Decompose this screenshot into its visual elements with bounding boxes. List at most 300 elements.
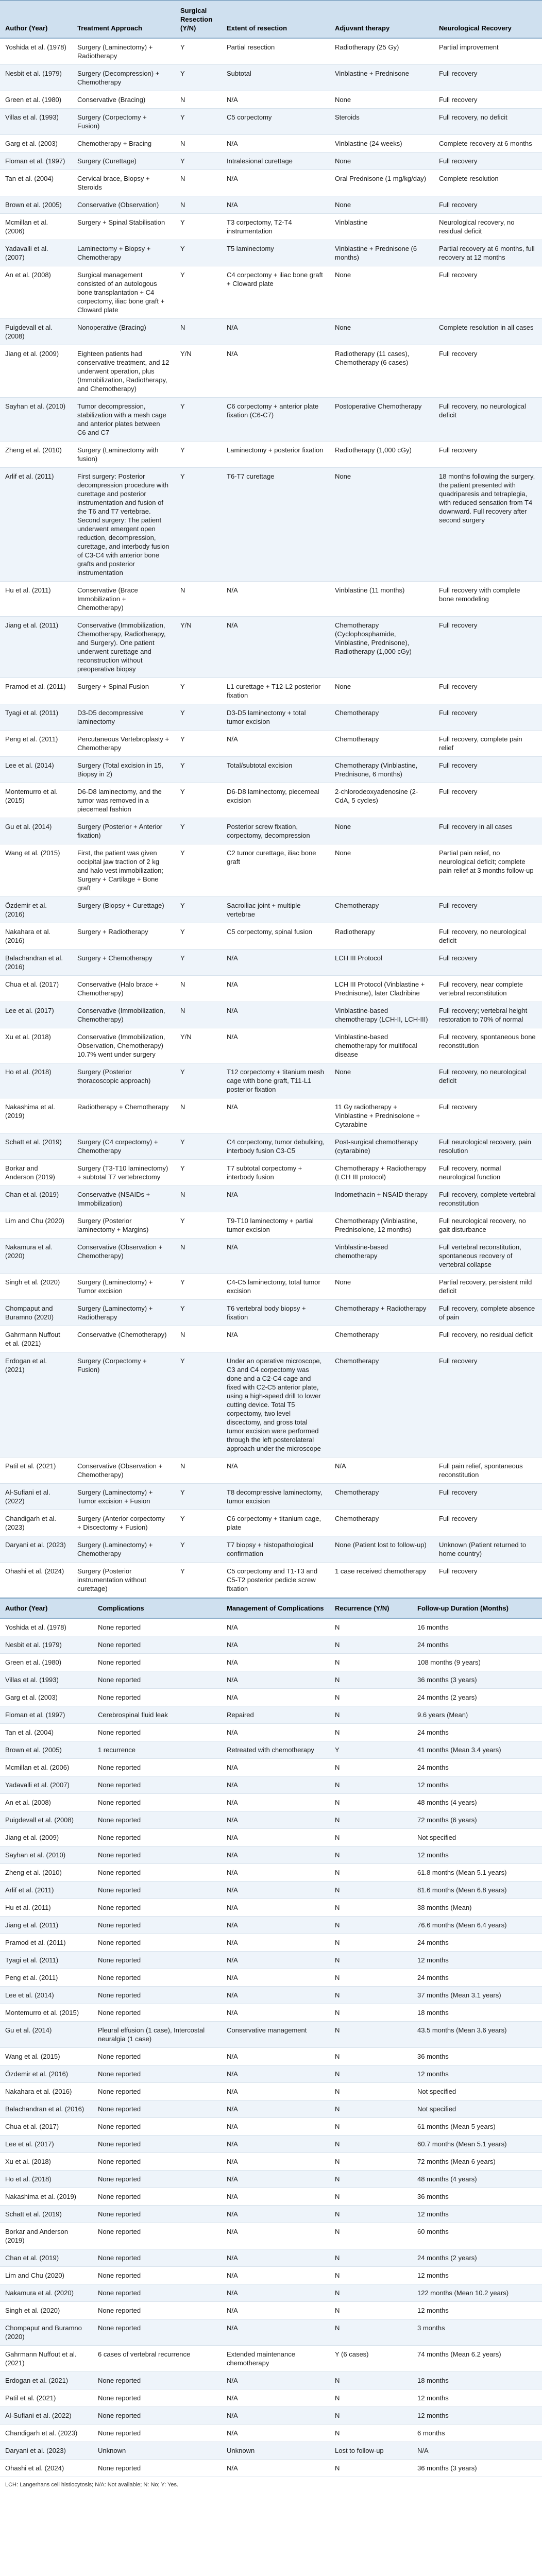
table-cell: C5 corpectomy and T1-T3 and C5-T2 posterior pedicle screw fixation	[222, 1563, 330, 1598]
table-cell: Xu et al. (2018)	[0, 2153, 93, 2171]
table-row	[0, 1028, 542, 1063]
table-cell: Surgery + Chemotherapy	[72, 950, 175, 976]
table-cell: None reported	[93, 1882, 222, 1899]
table-cell: Conservative (Bracing)	[72, 91, 175, 109]
table-cell: 41 months (Mean 3.4 years)	[412, 1741, 542, 1759]
table-cell: N	[330, 2065, 412, 2083]
table-row	[0, 2206, 542, 2223]
table-cell: Tan et al. (2004)	[0, 1724, 93, 1741]
table-cell: N/A	[222, 2048, 330, 2065]
table-cell: None	[330, 678, 434, 704]
table-row	[0, 1917, 542, 1934]
table-cell: N/A	[222, 2206, 330, 2223]
table-cell: Zheng et al. (2010)	[0, 442, 72, 468]
table-cell: T6 vertebral body biopsy + fixation	[222, 1300, 330, 1326]
table-cell: Neurological recovery, no residual deficit	[434, 214, 542, 240]
table-cell: Vinblastine + Prednisone	[330, 65, 434, 91]
table-cell: N/A	[222, 2249, 330, 2267]
table-cell: Full recovery	[434, 704, 542, 731]
table-cell: None (Patient lost to follow-up)	[330, 1536, 434, 1563]
table-cell: D6-D8 laminectomy, piecemeal excision	[222, 783, 330, 818]
table-cell: 11 Gy radiotherapy + Vinblastine + Prednisolone + Cytarabine	[330, 1098, 434, 1133]
table-cell: Lim and Chu (2020)	[0, 1212, 72, 1239]
table-cell: LCH III Protocol (Vinblastine + Prednisone), later Cladribine	[330, 976, 434, 1002]
table-cell: None reported	[93, 1618, 222, 1636]
table-cell: Laminectomy + posterior fixation	[222, 442, 330, 468]
table-cell: First, the patient was given occipital jaw traction of 2 kg and halo vest immobilization; Surgery + Cartilage + Bone graft	[72, 844, 175, 897]
table-row	[0, 1536, 542, 1563]
table-cell: Nakashima et al. (2019)	[0, 2188, 93, 2206]
table-row	[0, 2372, 542, 2389]
table-cell: Full recovery, no neurological deficit	[434, 398, 542, 442]
table-cell: N/A	[222, 1654, 330, 1671]
table-cell: N/A	[222, 2284, 330, 2302]
table-cell: None reported	[93, 2389, 222, 2407]
table-cell: An et al. (2008)	[0, 266, 72, 319]
table-row	[0, 1098, 542, 1133]
table-row	[0, 2249, 542, 2267]
table-cell: Conservative (Chemotherapy)	[72, 1326, 175, 1352]
table-row	[0, 2425, 542, 2442]
table-cell: Y	[175, 1160, 222, 1186]
table-cell: Y	[175, 1212, 222, 1239]
table-cell: Mcmillan et al. (2006)	[0, 214, 72, 240]
table-cell: Y/N	[175, 617, 222, 678]
table-row	[0, 818, 542, 844]
table-cell: N	[175, 170, 222, 196]
table-row	[0, 976, 542, 1002]
table-cell: 36 months	[412, 2048, 542, 2065]
table-cell: C2 tumor curettage, iliac bone graft	[222, 844, 330, 897]
table-row	[0, 2302, 542, 2319]
table-row	[0, 1671, 542, 1689]
table-cell: Patil et al. (2021)	[0, 2389, 93, 2407]
table-cell: N	[175, 319, 222, 345]
table-cell: N	[330, 1811, 412, 1829]
table-cell: N	[330, 1618, 412, 1636]
table-cell: Full recovery, near complete vertebral reconstitution	[434, 976, 542, 1002]
outcomes-table	[0, 1598, 542, 2477]
table-row	[0, 2284, 542, 2302]
table-cell: T7 subtotal corpectomy + interbody fusion	[222, 1160, 330, 1186]
table-cell: Chompaput and Buramno (2020)	[0, 2319, 93, 2346]
table-cell: Singh et al. (2020)	[0, 1274, 72, 1300]
table-cell: Surgery (Posterior instrumentation without curettage)	[72, 1563, 175, 1598]
table-row	[0, 1741, 542, 1759]
table-row	[0, 2319, 542, 2346]
table-cell: Radiotherapy + Chemotherapy	[72, 1098, 175, 1133]
table-cell: N/A	[222, 2302, 330, 2319]
table-cell: Y/N	[175, 345, 222, 398]
table-cell: Full recovery	[434, 152, 542, 170]
table-cell: T9-T10 laminectomy + partial tumor excision	[222, 1212, 330, 1239]
table-cell: Özdemir et al. (2016)	[0, 2065, 93, 2083]
table-row	[0, 678, 542, 704]
table-cell: Surgery (Laminectomy) + Tumor excision + Fusion	[72, 1484, 175, 1510]
table-cell: 72 months (6 years)	[412, 1811, 542, 1829]
table-cell: None reported	[93, 1794, 222, 1811]
table-row	[0, 1458, 542, 1484]
table-cell: None reported	[93, 1724, 222, 1741]
table-cell: None reported	[93, 1952, 222, 1969]
table-row	[0, 1510, 542, 1536]
table-cell: N	[330, 2022, 412, 2048]
table-cell: Surgery (Posterior thoracoscopic approach)	[72, 1063, 175, 1098]
table-cell: LCH III Protocol	[330, 950, 434, 976]
table-cell: Tan et al. (2004)	[0, 170, 72, 196]
table-cell: None reported	[93, 2083, 222, 2100]
table-cell: Schatt et al. (2019)	[0, 2206, 93, 2223]
table-cell: Pleural effusion (1 case), Intercostal neuralgia (1 case)	[93, 2022, 222, 2048]
table-cell: Brown et al. (2005)	[0, 1741, 93, 1759]
table-cell: Y	[175, 731, 222, 757]
table-cell: N	[330, 1689, 412, 1706]
column-header: Recurrence (Y/N)	[330, 1598, 412, 1618]
table-cell: N/A	[222, 582, 330, 617]
table-cell: Conservative (NSAIDs + Immobilization)	[72, 1186, 175, 1212]
table-footnote: LCH: Langerhans cell histiocytosis; N/A: Not available; N: No; Y: Yes.	[5, 2482, 179, 2488]
table-cell: N	[330, 1776, 412, 1794]
table-cell: Al-Sufiani et al. (2022)	[0, 1484, 72, 1510]
table-cell: 1 recurrence	[93, 1741, 222, 1759]
table-cell: None reported	[93, 1811, 222, 1829]
table-cell: N	[330, 1969, 412, 1987]
table-row	[0, 1239, 542, 1274]
table-cell: N/A	[222, 1326, 330, 1352]
table-cell: Full recovery	[434, 91, 542, 109]
table-cell: N/A	[222, 1002, 330, 1028]
table-cell: 36 months (3 years)	[412, 2460, 542, 2477]
table-cell: Y	[175, 704, 222, 731]
table-cell: Conservative (Immobilization, Chemotherapy, Radiotherapy, and Surgery). One patient underwent curettage and reconstruction without preoperative biopsy	[72, 617, 175, 678]
table-row	[0, 442, 542, 468]
table-cell: T8 decompressive laminectomy, tumor excision	[222, 1484, 330, 1510]
table-cell: 24 months (2 years)	[412, 1689, 542, 1706]
table-cell: T12 corpectomy + titanium mesh cage with bone graft, T11-L1 posterior fixation	[222, 1063, 330, 1098]
table-cell: N	[330, 1917, 412, 1934]
table-cell: None reported	[93, 2188, 222, 2206]
table-cell: Vinblastine-based chemotherapy for multifocal disease	[330, 1028, 434, 1063]
table-cell: N	[330, 2407, 412, 2425]
table-cell: An et al. (2008)	[0, 1794, 93, 1811]
table-cell: Surgery (C4 corpectomy) + Chemotherapy	[72, 1133, 175, 1160]
table-cell: Montemurro et al. (2015)	[0, 783, 72, 818]
table-cell: Daryani et al. (2023)	[0, 2442, 93, 2460]
table-cell: N	[330, 2153, 412, 2171]
table-cell: None reported	[93, 2302, 222, 2319]
table-cell: N/A	[222, 1239, 330, 1274]
table-cell: Pramod et al. (2011)	[0, 1934, 93, 1952]
table-cell: None reported	[93, 2407, 222, 2425]
table-cell: 12 months	[412, 2407, 542, 2425]
table-cell: Montemurro et al. (2015)	[0, 2004, 93, 2022]
table-cell: 9.6 years (Mean)	[412, 1706, 542, 1724]
table-cell: Tumor decompression, stabilization with a mesh cage and anterior plates between C6 and C7	[72, 398, 175, 442]
table-cell: Full neurological recovery, pain resolution	[434, 1133, 542, 1160]
table-row	[0, 1987, 542, 2004]
table-cell: 18 months	[412, 2372, 542, 2389]
table-cell: Oral Prednisone (1 mg/kg/day)	[330, 170, 434, 196]
table-row	[0, 1689, 542, 1706]
table-cell: Repaired	[222, 1706, 330, 1724]
table-cell: Indomethacin + NSAID therapy	[330, 1186, 434, 1212]
table-cell: Nakahara et al. (2016)	[0, 2083, 93, 2100]
table-cell: N/A	[222, 2407, 330, 2425]
table-cell: None reported	[93, 1829, 222, 1846]
table-cell: N/A	[222, 2267, 330, 2284]
table-row	[0, 135, 542, 152]
table-cell: Surgery (Posterior + Anterior fixation)	[72, 818, 175, 844]
table-cell: Gahrmann Nuffout et al. (2021)	[0, 1326, 72, 1352]
table-cell: Postoperative Chemotherapy	[330, 398, 434, 442]
table-cell: None	[330, 818, 434, 844]
table-row	[0, 1811, 542, 1829]
table-cell: N/A	[222, 1671, 330, 1689]
table-cell: Surgery (Total excision in 15, Biopsy in 2)	[72, 757, 175, 783]
table-row	[0, 1706, 542, 1724]
table-row	[0, 1899, 542, 1917]
table-cell: Full recovery, no neurological deficit	[434, 1063, 542, 1098]
table-cell: N/A	[222, 1636, 330, 1654]
table-cell: N	[330, 2389, 412, 2407]
table-row	[0, 1063, 542, 1098]
table-cell: N	[330, 2188, 412, 2206]
table-row	[0, 2083, 542, 2100]
table-cell: 18 months following the surgery, the patient presented with quadriparesis and tetraplegia, with reduced sensation from T4 downward. Full recovery after second surgery	[434, 468, 542, 582]
table-cell: Sacroiliac joint + multiple vertebrae	[222, 897, 330, 923]
table-row	[0, 783, 542, 818]
table-cell: None reported	[93, 2425, 222, 2442]
table-cell: Gahrmann Nuffout et al. (2021)	[0, 2346, 93, 2372]
table-cell: Wang et al. (2015)	[0, 844, 72, 897]
table-cell: Surgery + Spinal Stabilisation	[72, 214, 175, 240]
table-cell: 76.6 months (Mean 6.4 years)	[412, 1917, 542, 1934]
table-cell: N	[330, 2136, 412, 2153]
table-cell: N/A	[222, 2136, 330, 2153]
table-cell: Full recovery, no residual deficit	[434, 1326, 542, 1352]
table-cell: Full recovery	[434, 345, 542, 398]
table-cell: None reported	[93, 2048, 222, 2065]
table-row	[0, 2153, 542, 2171]
table-row	[0, 1133, 542, 1160]
table-cell: Lee et al. (2014)	[0, 757, 72, 783]
table-cell: None reported	[93, 2267, 222, 2284]
table-cell: N	[330, 1899, 412, 1917]
treatment-table-body	[0, 38, 542, 1598]
table-cell: Conservative (Brace Immobilization + Chemotherapy)	[72, 582, 175, 617]
table-cell: Y	[175, 266, 222, 319]
table-cell: N	[330, 1794, 412, 1811]
table-cell: Hu et al. (2011)	[0, 1899, 93, 1917]
table-cell: Ohashi et al. (2024)	[0, 2460, 93, 2477]
table-row	[0, 1300, 542, 1326]
table-cell: Full recovery	[434, 617, 542, 678]
table-cell: Y	[175, 65, 222, 91]
table-cell: Puigdevall et al. (2008)	[0, 319, 72, 345]
table-cell: Full recovery	[434, 1352, 542, 1458]
table-cell: Chemotherapy	[330, 1352, 434, 1458]
table-cell: Yoshida et al. (1978)	[0, 38, 72, 65]
table-cell: Chemotherapy (Vinblastine, Prednisolone, 12 months)	[330, 1212, 434, 1239]
table-cell: Arlif et al. (2011)	[0, 1882, 93, 1899]
table-row	[0, 1186, 542, 1212]
table-cell: Borkar and Anderson (2019)	[0, 1160, 72, 1186]
table-cell: Percutaneous Vertebroplasty + Chemotherapy	[72, 731, 175, 757]
table-row	[0, 2065, 542, 2083]
table-cell: Full recovery	[434, 65, 542, 91]
table-cell: Full recovery	[434, 950, 542, 976]
table-cell: C4 corpectomy + iliac bone graft + Cloward plate	[222, 266, 330, 319]
table-cell: None	[330, 196, 434, 214]
table-cell: Zheng et al. (2010)	[0, 1864, 93, 1882]
table-cell: None reported	[93, 2206, 222, 2223]
table-row	[0, 1352, 542, 1458]
table-cell: Y	[175, 783, 222, 818]
table-cell: 24 months	[412, 1636, 542, 1654]
table-cell: Nesbit et al. (1979)	[0, 1636, 93, 1654]
table-cell: Unknown (Patient returned to home country)	[434, 1536, 542, 1563]
table-cell: Y	[175, 1352, 222, 1458]
table-row	[0, 240, 542, 266]
table-row	[0, 2118, 542, 2136]
table-cell: Chemotherapy (Cyclophosphamide, Vinblastine, Prednisone), Radiotherapy (1,000 cGy)	[330, 617, 434, 678]
table-cell: N/A	[222, 1776, 330, 1794]
table-cell: Extended maintenance chemotherapy	[222, 2346, 330, 2372]
table-cell: Tyagi et al. (2011)	[0, 704, 72, 731]
table-cell: Vinblastine-based chemotherapy (LCH-II, LCH-III)	[330, 1002, 434, 1028]
table-cell: Surgery + Spinal Fusion	[72, 678, 175, 704]
table-cell: Chemotherapy	[330, 1484, 434, 1510]
table-cell: Floman et al. (1997)	[0, 1706, 93, 1724]
table-cell: Y	[175, 240, 222, 266]
table-cell: Not specified	[412, 2100, 542, 2118]
table-cell: N	[330, 2460, 412, 2477]
table-cell: N/A	[222, 170, 330, 196]
table-cell: None reported	[93, 2284, 222, 2302]
table-cell: C5 corpectomy	[222, 109, 330, 135]
table-cell: Full recovery	[434, 442, 542, 468]
table-cell: N	[330, 2223, 412, 2249]
table-cell: None	[330, 1063, 434, 1098]
table-row	[0, 2171, 542, 2188]
table-cell: N/A	[222, 2372, 330, 2389]
table-cell: Conservative (Observation + Chemotherapy)	[72, 1458, 175, 1484]
table-cell: Y	[175, 214, 222, 240]
table-row	[0, 1212, 542, 1239]
table-cell: Y	[175, 1536, 222, 1563]
table-cell: Surgery + Radiotherapy	[72, 923, 175, 950]
table-cell: Y	[175, 923, 222, 950]
table-cell: Y	[175, 1274, 222, 1300]
table-cell: Full vertebral reconstitution, spontaneous recovery of vertebral collapse	[434, 1239, 542, 1274]
table-row	[0, 1484, 542, 1510]
table-cell: 12 months	[412, 2302, 542, 2319]
table-cell: N/A	[222, 2100, 330, 2118]
table-cell: N/A	[222, 2319, 330, 2346]
table-cell: N/A	[222, 1458, 330, 1484]
table-cell: Chan et al. (2019)	[0, 1186, 72, 1212]
table-cell: Tyagi et al. (2011)	[0, 1952, 93, 1969]
table-cell: N	[175, 91, 222, 109]
table-cell: N	[175, 1186, 222, 1212]
table-cell: 36 months	[412, 2188, 542, 2206]
table-row	[0, 1326, 542, 1352]
table-cell: N/A	[222, 135, 330, 152]
table-cell: None	[330, 152, 434, 170]
table-cell: D3-D5 laminectomy + total tumor excision	[222, 704, 330, 731]
table-cell: Daryani et al. (2023)	[0, 1536, 72, 1563]
table-cell: C4-C5 laminectomy, total tumor excision	[222, 1274, 330, 1300]
table-cell: Wang et al. (2015)	[0, 2048, 93, 2065]
table-cell: N/A	[222, 2188, 330, 2206]
table-cell: Full pain relief, spontaneous reconstitution	[434, 1458, 542, 1484]
table-cell: 12 months	[412, 1776, 542, 1794]
table-cell: Özdemir et al. (2016)	[0, 897, 72, 923]
table-cell: N/A	[222, 2004, 330, 2022]
table-cell: Puigdevall et al. (2008)	[0, 1811, 93, 1829]
table-row	[0, 1776, 542, 1794]
table-cell: N/A	[222, 1952, 330, 1969]
table-row	[0, 897, 542, 923]
table-row	[0, 2223, 542, 2249]
table-cell: N/A	[222, 2083, 330, 2100]
table-row	[0, 617, 542, 678]
table-cell: Full recovery	[434, 1484, 542, 1510]
table-cell: Surgery (Anterior corpectomy + Discectomy + Fusion)	[72, 1510, 175, 1536]
table-cell: N/A	[222, 1759, 330, 1776]
table-cell: Nesbit et al. (1979)	[0, 65, 72, 91]
table-cell: Chemotherapy + Radiotherapy (LCH III protocol)	[330, 1160, 434, 1186]
table-cell: Total/subtotal excision	[222, 757, 330, 783]
table-cell: N	[330, 2171, 412, 2188]
table-cell: Conservative (Immobilization, Chemotherapy)	[72, 1002, 175, 1028]
table-cell: None reported	[93, 2223, 222, 2249]
table-cell: C5 corpectomy, spinal fusion	[222, 923, 330, 950]
table-row	[0, 1882, 542, 1899]
table-row	[0, 2346, 542, 2372]
table-cell: Y	[175, 950, 222, 976]
table-row	[0, 1969, 542, 1987]
table-cell: 61 months (Mean 5 years)	[412, 2118, 542, 2136]
table-cell: N	[330, 1671, 412, 1689]
table-cell: 18 months	[412, 2004, 542, 2022]
table-cell: Chemotherapy	[330, 897, 434, 923]
table-cell: Erdogan et al. (2021)	[0, 2372, 93, 2389]
table-cell: N/A	[222, 1689, 330, 1706]
table-cell: N	[330, 2425, 412, 2442]
table-cell: None	[330, 1274, 434, 1300]
column-header: Author (Year)	[0, 1598, 93, 1618]
table-row	[0, 2460, 542, 2477]
table-cell: Full recovery	[434, 757, 542, 783]
table-cell: Full recovery	[434, 1563, 542, 1598]
table-row	[0, 91, 542, 109]
table-cell: 6 cases of vertebral recurrence	[93, 2346, 222, 2372]
table-cell: Jiang et al. (2009)	[0, 345, 72, 398]
table-cell: Radiotherapy	[330, 923, 434, 950]
table-cell: Gu et al. (2014)	[0, 2022, 93, 2048]
table-cell: Y	[175, 152, 222, 170]
table-cell: None reported	[93, 2249, 222, 2267]
table-row	[0, 2004, 542, 2022]
table-cell: N/A	[222, 1864, 330, 1882]
table-cell: N/A	[222, 196, 330, 214]
table-cell: Partial recovery, persistent mild deficit	[434, 1274, 542, 1300]
table-cell: Sayhan et al. (2010)	[0, 398, 72, 442]
table-cell: Y	[175, 844, 222, 897]
table-cell: T3 corpectomy, T2-T4 instrumentation	[222, 214, 330, 240]
table-row	[0, 2389, 542, 2407]
